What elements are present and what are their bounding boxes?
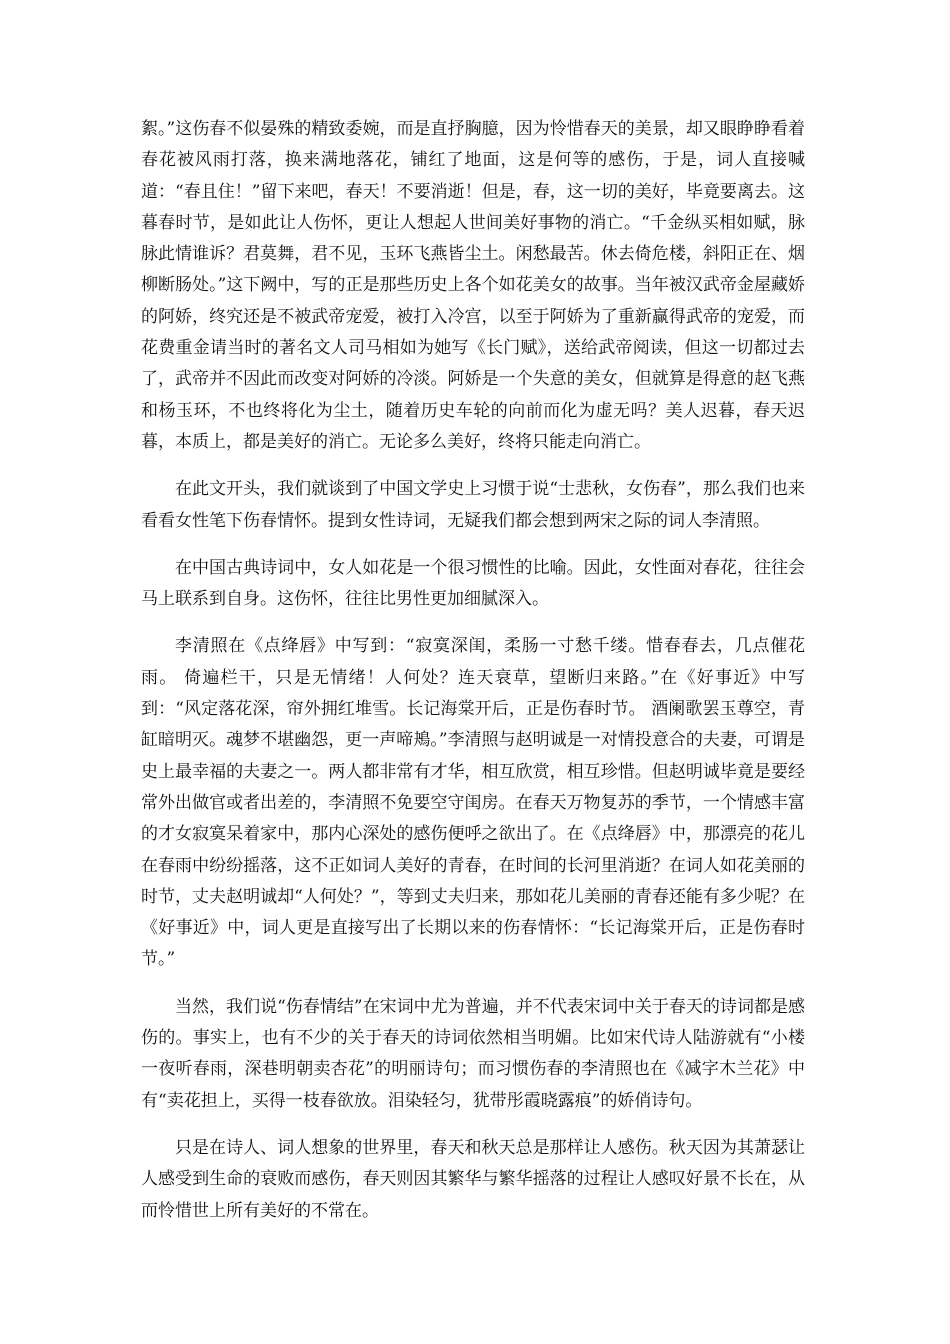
paragraph-li-qingzhao: 李清照在《点绛唇》中写到：“寂寞深闺，柔肠一寸愁千缕。惜春春去，几点催花雨。 倚遍栏干，只是无情绪！人何处？连天衰草，望断归来路。”在《好事近》中写到：“风定落花深，帘外拥红堆雪。长记海棠开后，正是伤春时节。 酒阑歌罢玉尊空，青缸暗明灭。魂梦不堪幽怨，更一声啼鴂。”李清照与赵明诚是一对情投意合的夫妻，可谓是史上最幸福的夫妻之一。两人都非常有才华，相互欣赏，相互珍惜。但赵明诚毕竟是要经常外出做官或者出差的，李清照不免要空守闺房。在春天万物复苏的季节，一个情感丰富的才女寂寞呆着家中，那内心深处的感伤便呼之欲出了。在《点绛唇》中，那漂亮的花儿在春雨中纷纷摇落，这不正如词人美好的青春，在时间的长河里消逝？在词人如花美丽的时节，丈夫赵明诚却“人何处？”，等到丈夫归来，那如花儿美丽的青春还能有多少呢？在《好事近》中，词人更是直接写出了长期以来的伤春情怀：“长记海棠开后，正是伤春时节。”: [141, 636, 805, 970]
document-page: [141, 114, 805, 1243]
paragraph-conclusion: 只是在诗人、词人想象的世界里，春天和秋天总是那样让人感伤。秋天因为其萧瑟让人感受到生命的衰败而感伤，春天则因其繁华与繁华摇落的过程让人感叹好景不长在，从而怜惜世上所有美好的不常在。: [141, 1137, 805, 1221]
paragraph-bright-spring: 当然，我们说“伤春情结”在宋词中尤为普遍，并不代表宋词中关于春天的诗词都是感伤的。事实上，也有不少的关于春天的诗词依然相当明媚。比如宋代诗人陆游就有“小楼一夜听春雨，深巷明朝卖杏花”的明丽诗句；而习惯伤春的李清照也在《减字木兰花》中有“卖花担上，买得一枝春欲放。泪染轻匀，犹带彤霞晓露痕”的娇俏诗句。: [141, 996, 805, 1111]
paragraph-flower-metaphor: 在中国古典诗词中，女人如花是一个很习惯性的比喻。因此，女性面对春花，往往会马上联系到自身。这伤怀，往往比男性更加细腻深入。: [141, 557, 805, 610]
paragraph-continued: 絮。”这伤春不似晏殊的精致委婉，而是直抒胸臆，因为怜惜春天的美景，却又眼睁睁看着春花被风雨打落，换来满地落花，铺红了地面，这是何等的感伤，于是，词人直接喊道：“春且住！”留下来吧，春天！不要消逝！但是，春，这一切的美好，毕竟要离去。这暮春时节，是如此让人伤怀，更让人想起人世间美好事物的消亡。“千金纵买相如赋，脉脉此情谁诉？君莫舞，君不见，玉环飞燕皆尘土。闲愁最苦。休去倚危楼，斜阳正在、烟柳断肠处。”这下阙中，写的正是那些历史上各个如花美女的故事。当年被汉武帝金屋藏娇的阿娇，终究还是不被武帝宠爱，被打入冷宫，以至于阿娇为了重新赢得武帝的宠爱，而花费重金请当时的著名文人司马相如为她写《长门赋》，送给武帝阅读，但这一切都过去了，武帝并不因此而改变对阿娇的冷淡。阿娇是一个失意的美女，但就算是得意的赵飞燕和杨玉环，不也终将化为尘土，随着历史车轮的向前而化为虚无吗？美人迟暮，春天迟暮，本质上，都是美好的消亡。无论多么美好，终将只能走向消亡。: [141, 119, 805, 452]
paragraph-women-spring: 在此文开头，我们就谈到了中国文学史上习惯于说“士悲秋，女伤春”，那么我们也来看看女性笔下伤春情怀。提到女性诗词，无疑我们都会想到两宋之际的词人李清照。: [141, 479, 805, 531]
